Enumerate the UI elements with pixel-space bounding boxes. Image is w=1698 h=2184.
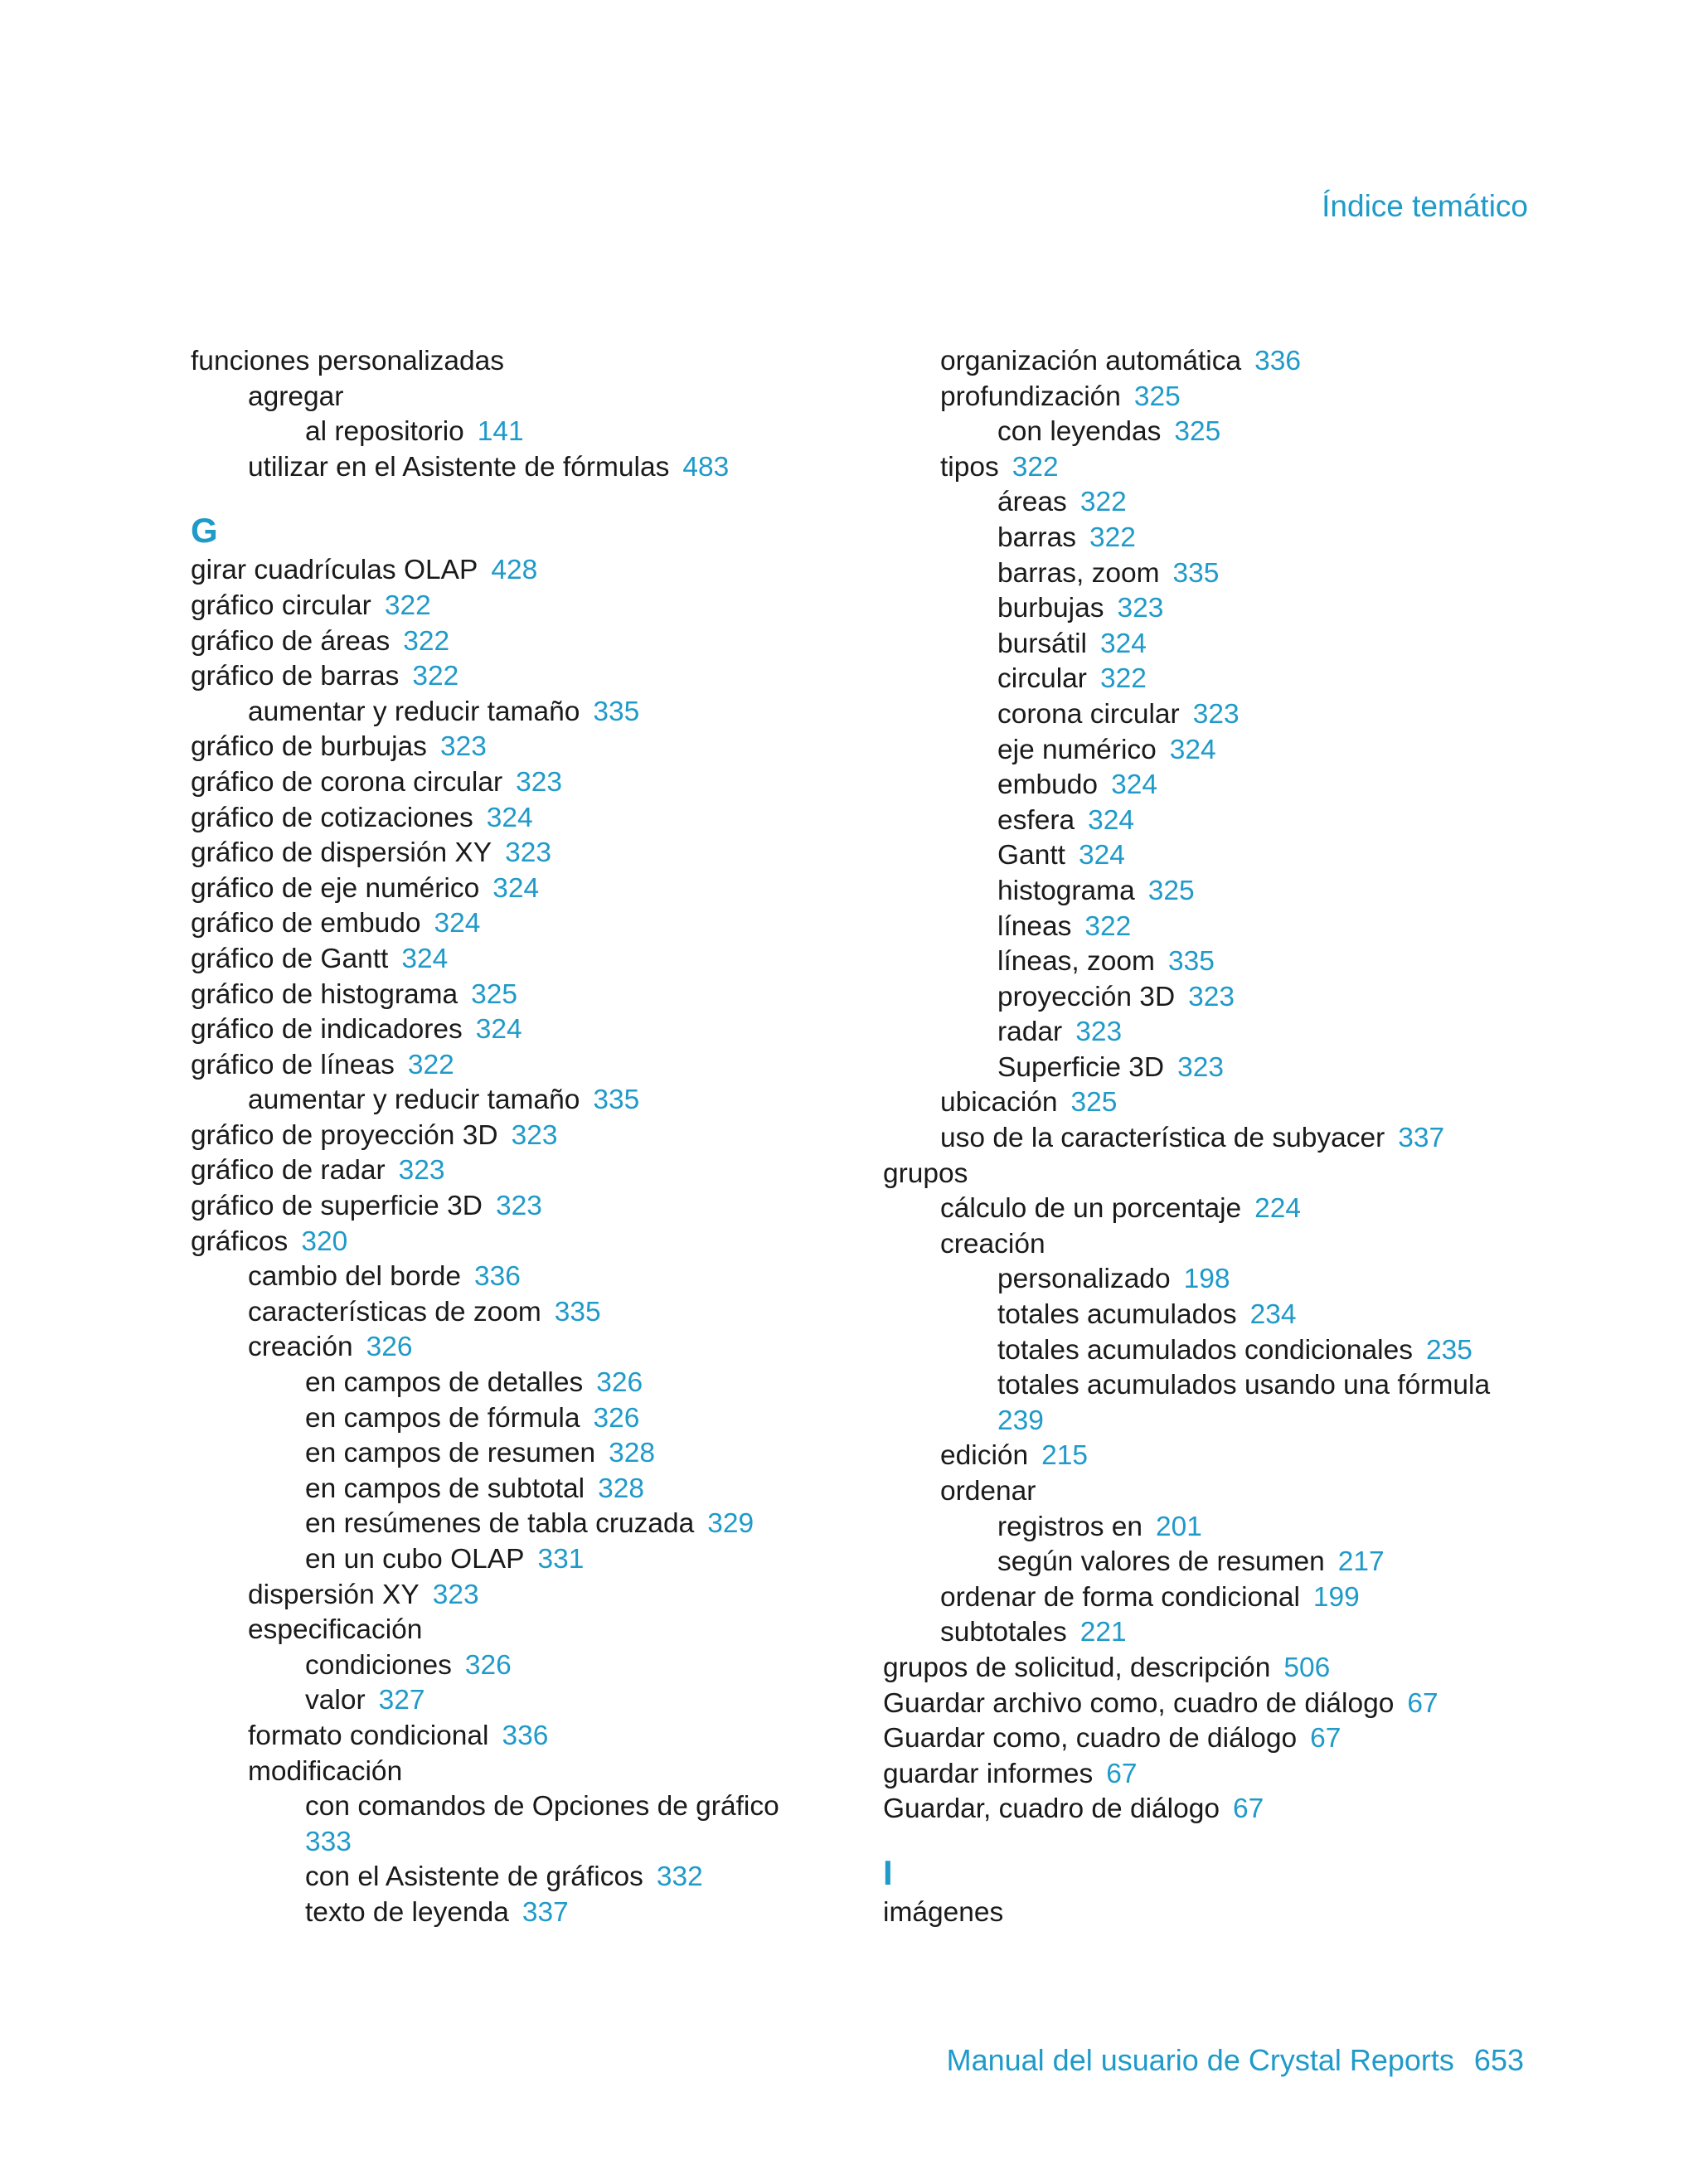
index-page-link[interactable]: 323 (511, 1119, 558, 1151)
index-term: ordenar de forma condicional (940, 1581, 1300, 1613)
index-term: Guardar como, cuadro de diálogo (883, 1723, 1298, 1754)
index-entry (191, 1295, 871, 1331)
index-term: utilizar en el Asistente de fórmulas (248, 451, 670, 483)
index-entry (191, 1542, 871, 1578)
index-page-link[interactable]: 324 (1169, 734, 1216, 765)
index-page-link[interactable]: 328 (609, 1438, 655, 1469)
index-entry (883, 1015, 1563, 1051)
index-entry (883, 1368, 1563, 1404)
index-entry (191, 624, 871, 660)
index-term: con el Asistente de gráficos (305, 1861, 643, 1893)
index-page-link[interactable]: 323 (1117, 593, 1164, 624)
index-term: personalizado (997, 1264, 1171, 1295)
index-section-letter: I (883, 1852, 893, 1892)
index-page-link[interactable]: 67 (1407, 1687, 1438, 1719)
index-term: registros en (997, 1511, 1143, 1542)
index-entry (883, 344, 1563, 380)
index-entry (883, 1545, 1563, 1580)
index-term: proyección 3D (997, 981, 1176, 1012)
index-term: embudo (997, 769, 1099, 801)
index-entry (191, 1401, 871, 1437)
index-entry (191, 1507, 871, 1542)
index-page-link[interactable]: 324 (1111, 769, 1157, 801)
index-term: en un cubo OLAP (305, 1544, 525, 1575)
index-entry (883, 662, 1563, 697)
index-term: áreas (997, 487, 1067, 518)
index-entry (883, 591, 1563, 627)
index-entry (191, 871, 871, 907)
index-page-link[interactable]: 325 (1070, 1087, 1118, 1119)
index-entry (883, 1474, 1563, 1510)
index-entry (191, 344, 871, 380)
index-term: profundización (940, 381, 1121, 412)
index-entry (883, 556, 1563, 592)
index-page-link[interactable]: 322 (1099, 663, 1147, 695)
index-page-link[interactable]: 333 (305, 1826, 352, 1857)
index-entry (191, 730, 871, 765)
index-entry (191, 1613, 871, 1648)
index-page-link[interactable]: 67 (1233, 1793, 1264, 1825)
index-term: imágenes (883, 1896, 1004, 1928)
index-page-link[interactable]: 323 (505, 837, 552, 869)
index-term: gráfico circular (191, 590, 371, 621)
index-page-link[interactable]: 141 (477, 416, 524, 448)
index-page-link[interactable]: 336 (474, 1261, 521, 1293)
index-entry (191, 553, 871, 589)
index-term: girar cuadrículas OLAP (191, 555, 478, 586)
index-term: aumentar y reducir tamaño (248, 1085, 580, 1116)
index-page-link[interactable]: 234 (1249, 1299, 1297, 1331)
index-term: gráfico de superficie 3D (191, 1191, 483, 1222)
index-term: gráfico de dispersión XY (191, 837, 492, 869)
index-entry (191, 1825, 871, 1861)
index-page-link[interactable]: 324 (1078, 840, 1125, 871)
index-page-link[interactable]: 329 (707, 1508, 754, 1540)
index-term: creación (248, 1332, 353, 1363)
index-entry (883, 1757, 1563, 1793)
index-entry (191, 1048, 871, 1084)
index-term: totales acumulados (997, 1299, 1237, 1331)
index-entry (883, 874, 1563, 910)
index-page-link[interactable]: 324 (1088, 804, 1135, 836)
index-entry (191, 942, 871, 978)
index-entry (191, 589, 871, 624)
index-page-link[interactable]: 67 (1106, 1758, 1138, 1789)
index-entry (883, 627, 1563, 662)
index-page-link[interactable]: 198 (1183, 1264, 1230, 1295)
index-term: gráfico de proyección 3D (191, 1119, 498, 1151)
index-term: especificación (248, 1614, 423, 1646)
index-entry (191, 1683, 871, 1719)
index-page-link[interactable]: 326 (596, 1367, 643, 1399)
index-page-link[interactable]: 217 (1337, 1546, 1385, 1578)
index-entry (883, 733, 1563, 769)
index-entry (883, 1085, 1563, 1121)
index-term: bursátil (997, 628, 1087, 659)
index-page-link[interactable]: 337 (522, 1896, 569, 1928)
index-entry (191, 1366, 871, 1401)
index-term: gráfico de Gantt (191, 943, 389, 974)
index-term: corona circular (997, 698, 1180, 730)
index-entry (883, 380, 1563, 415)
index-entry (191, 450, 871, 486)
index-term: gráficos (191, 1225, 289, 1257)
index-entry (191, 1225, 871, 1260)
index-term: histograma (997, 875, 1135, 906)
index-term: Guardar archivo como, cuadro de diálogo (883, 1687, 1395, 1719)
index-term: con leyendas (997, 416, 1162, 448)
index-term: gráfico de eje numérico (191, 872, 480, 904)
index-term: gráfico de áreas (191, 625, 391, 657)
index-term: funciones personalizadas (191, 346, 505, 376)
index-term: radar (997, 1017, 1063, 1048)
index-term: gráfico de histograma (191, 978, 458, 1010)
index-entry (191, 978, 871, 1013)
index-page-link[interactable]: 322 (384, 590, 431, 621)
index-term: Gantt (997, 840, 1065, 871)
index-entry (191, 415, 871, 450)
index-entry (191, 659, 871, 695)
index-page-link[interactable]: 324 (486, 802, 533, 833)
index-page-link[interactable]: 224 (1254, 1193, 1302, 1225)
index-entry (191, 1578, 871, 1614)
index-term: gráfico de embudo (191, 908, 421, 939)
index-term: burbujas (997, 593, 1104, 624)
index-entry (883, 1895, 1563, 1931)
index-entry (883, 1792, 1563, 1827)
page-footer (947, 2043, 1524, 2078)
index-page-link[interactable]: 322 (412, 661, 459, 692)
index-page-link[interactable]: 324 (434, 908, 481, 939)
index-page-link[interactable]: 320 (301, 1225, 348, 1257)
index-page-link[interactable]: 337 (1398, 1123, 1445, 1154)
index-entry (883, 980, 1563, 1016)
index-entry (883, 768, 1563, 803)
index-entry (883, 485, 1563, 521)
index-term: gráfico de corona circular (191, 766, 503, 798)
index-page-link[interactable]: 324 (1100, 628, 1147, 659)
index-page-link[interactable]: 323 (398, 1155, 445, 1187)
index-entry (191, 695, 871, 730)
index-page-link[interactable]: 323 (1075, 1017, 1123, 1048)
index-entry (191, 380, 871, 415)
index-entry (191, 1719, 871, 1754)
index-term: cambio del borde (248, 1261, 461, 1293)
index-term: barras (997, 522, 1076, 553)
index-term: líneas, zoom (997, 946, 1155, 978)
index-page-link[interactable]: 322 (407, 1049, 454, 1080)
index-entry (191, 801, 871, 837)
index-term: grupos (883, 1158, 968, 1189)
index-entry (883, 1298, 1563, 1333)
index-page-link[interactable]: 328 (598, 1473, 644, 1504)
index-page-link[interactable]: 325 (1133, 381, 1181, 412)
index-entry (191, 1754, 871, 1790)
index-page-link[interactable]: 483 (682, 451, 730, 483)
index-term: Superficie 3D (997, 1051, 1165, 1083)
index-term: totales acumulados usando una fórmula (997, 1370, 1491, 1401)
index-page-link[interactable]: 336 (502, 1720, 549, 1751)
index-page-link[interactable]: 322 (1012, 451, 1059, 483)
index-entry (191, 836, 871, 871)
index-entry (883, 415, 1563, 450)
index-column-left (191, 344, 871, 1931)
index-entry (191, 1895, 871, 1931)
index-section-letter: G (191, 511, 218, 551)
index-page-link[interactable]: 325 (1147, 875, 1195, 906)
index-term: cálculo de un porcentaje (940, 1193, 1242, 1225)
index-term: valor (305, 1685, 366, 1716)
index-entry (883, 1687, 1563, 1722)
index-page-link[interactable]: 323 (516, 766, 563, 798)
index-term: barras, zoom (997, 557, 1160, 589)
index-entry (191, 1436, 871, 1472)
index-term: eje numérico (997, 734, 1157, 765)
index-page-link[interactable]: 221 (1079, 1617, 1127, 1648)
index-term: texto de leyenda (305, 1896, 509, 1928)
index-entry (883, 838, 1563, 874)
index-entry (883, 1191, 1563, 1227)
index-entry (883, 1157, 1563, 1192)
index-term: circular (997, 663, 1087, 695)
index-entry (883, 1121, 1563, 1157)
index-page-link[interactable]: 323 (1177, 1051, 1225, 1083)
index-entry (191, 765, 871, 801)
index-term: en campos de resumen (305, 1438, 596, 1469)
index-term: en campos de detalles (305, 1367, 584, 1399)
index-term: gráfico de radar (191, 1155, 386, 1187)
index-term: gráfico de líneas (191, 1049, 395, 1080)
index-entry (191, 1472, 871, 1507)
index-entry (883, 1580, 1563, 1616)
index-term: organización automática (940, 346, 1242, 376)
index-page-link[interactable]: 326 (464, 1649, 512, 1681)
index-entry (191, 1860, 871, 1895)
index-term: agregar (248, 381, 344, 412)
index-entry (883, 1262, 1563, 1298)
index-page-link[interactable]: 201 (1156, 1511, 1202, 1542)
index-entry (191, 1119, 871, 1154)
index-term: grupos de solicitud, descripción (883, 1652, 1271, 1683)
index-page-link[interactable]: 335 (1167, 946, 1215, 978)
index-term: aumentar y reducir tamaño (248, 696, 580, 727)
index-page-link[interactable]: 322 (1084, 910, 1132, 942)
index-term: gráfico de indicadores (191, 1014, 463, 1046)
index-page-link[interactable]: 239 (997, 1405, 1044, 1436)
index-term: creación (940, 1228, 1045, 1259)
index-term: totales acumulados condicionales (997, 1334, 1413, 1366)
index-entry (191, 1789, 871, 1825)
index-term: con comandos de Opciones de gráfico (305, 1791, 779, 1822)
index-term: características de zoom (248, 1296, 541, 1327)
footer-title: Manual del usuario de Crystal Reports (946, 2043, 1454, 2077)
index-entry (191, 1153, 871, 1189)
index-term: en campos de subtotal (305, 1473, 585, 1504)
index-entry (883, 1510, 1563, 1546)
index-entry (191, 1012, 871, 1048)
index-term: ubicación (940, 1087, 1058, 1119)
index-entry (883, 1051, 1563, 1086)
index-entry (191, 1083, 871, 1119)
index-term: líneas (997, 910, 1072, 942)
index-term: gráfico de burbujas (191, 731, 427, 763)
index-term: dispersión XY (248, 1579, 420, 1610)
index-page-link[interactable]: 324 (475, 1014, 522, 1046)
index-entry (883, 944, 1563, 980)
index-entry (191, 1259, 871, 1295)
index-page-link[interactable]: 428 (491, 555, 538, 586)
index-page-link[interactable]: 332 (656, 1861, 703, 1893)
index-term: formato condicional (248, 1720, 489, 1751)
index-page-link[interactable]: 323 (1188, 981, 1235, 1012)
index-page-link[interactable]: 324 (492, 872, 540, 904)
index-page-link[interactable]: 215 (1041, 1440, 1089, 1472)
index-entry (883, 803, 1563, 839)
index-page-link[interactable]: 335 (554, 1296, 601, 1327)
index-term: tipos (940, 451, 999, 483)
index-term: esfera (997, 804, 1075, 836)
index-column-right (883, 344, 1563, 1931)
index-page-link[interactable]: 326 (366, 1332, 413, 1363)
index-term: en campos de fórmula (305, 1402, 580, 1434)
index-term: subtotales (940, 1617, 1067, 1648)
index-entry (883, 521, 1563, 556)
index-page-link[interactable]: 325 (1174, 416, 1221, 448)
index-page-link[interactable]: 506 (1283, 1652, 1331, 1683)
index-entry (883, 1651, 1563, 1687)
index-term: condiciones (305, 1649, 452, 1681)
index-entry (883, 697, 1563, 733)
index-term: edición (940, 1440, 1029, 1472)
index-term: gráfico de cotizaciones (191, 802, 473, 833)
index-entry (883, 1721, 1563, 1757)
index-page-link[interactable]: 323 (432, 1579, 479, 1610)
index-page-link[interactable]: 323 (439, 731, 487, 763)
index-entry (191, 906, 871, 942)
index-entry (191, 1189, 871, 1225)
index-entry (883, 1439, 1563, 1474)
index-page-link[interactable]: 335 (1172, 557, 1220, 589)
index-entry (883, 450, 1563, 486)
index-page-link[interactable]: 322 (1079, 487, 1127, 518)
index-page-link[interactable]: 67 (1310, 1723, 1341, 1754)
index-page-link[interactable]: 199 (1312, 1581, 1360, 1613)
index-page-link[interactable]: 325 (471, 978, 518, 1010)
index-term: gráfico de barras (191, 661, 400, 692)
index-term: al repositorio (305, 416, 464, 448)
index-term: guardar informes (883, 1758, 1094, 1789)
index-page-link[interactable]: 327 (378, 1685, 425, 1716)
index-entry (883, 1404, 1563, 1439)
index-page-link[interactable]: 322 (403, 625, 450, 657)
index-term: en resúmenes de tabla cruzada (305, 1508, 695, 1540)
footer-page-number: 653 (1473, 2043, 1524, 2077)
index-page-link[interactable]: 336 (1254, 346, 1302, 376)
index-page-link[interactable]: 235 (1425, 1334, 1472, 1366)
index-page-link[interactable]: 335 (593, 1085, 640, 1116)
index-entry (191, 1330, 871, 1366)
index-entry (883, 1333, 1563, 1369)
index-page-link[interactable]: 331 (537, 1544, 585, 1575)
index-term: modificación (248, 1755, 403, 1787)
index-page-link[interactable]: 323 (1192, 698, 1240, 730)
index-term: ordenar (940, 1476, 1036, 1507)
index-entry (883, 1615, 1563, 1651)
index-page-link[interactable]: 323 (495, 1191, 542, 1222)
index-term: Guardar, cuadro de diálogo (883, 1793, 1220, 1825)
index-term: uso de la característica de subyacer (940, 1123, 1385, 1154)
index-term: según valores de resumen (997, 1546, 1325, 1578)
index-page-link[interactable]: 326 (593, 1402, 640, 1434)
index-page-link[interactable]: 335 (593, 696, 640, 727)
index-entry (883, 910, 1563, 945)
page-header-title: Índice temático (1322, 189, 1528, 223)
index-page-link[interactable]: 322 (1089, 522, 1136, 553)
index-entry (883, 1227, 1563, 1263)
index-entry (191, 1648, 871, 1684)
index-page-link[interactable]: 324 (401, 943, 449, 974)
